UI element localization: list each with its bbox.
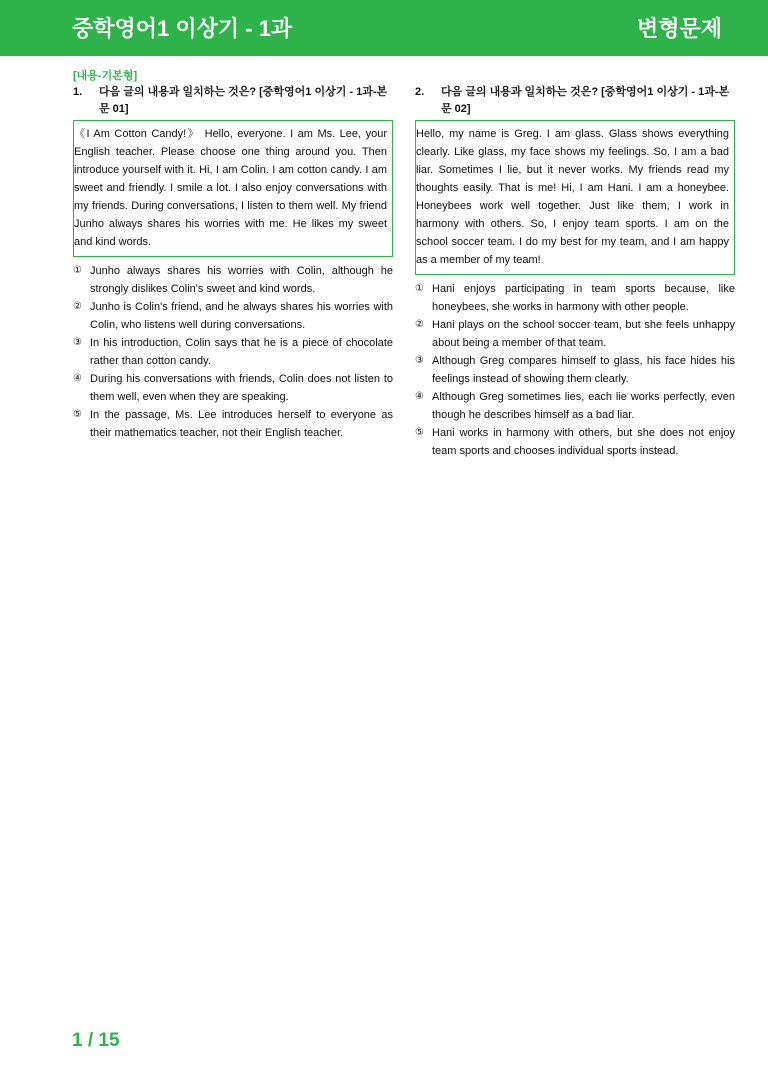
choice-1-3[interactable] <box>73 334 393 370</box>
question-1-choices <box>73 262 393 442</box>
choice-1-5[interactable] <box>73 406 393 442</box>
choice-marker: ② <box>73 301 82 312</box>
choice-text: In his introduction, Colin says that he is a piece of chocolate rather than cotton candy. <box>90 337 393 367</box>
choice-1-4[interactable] <box>73 370 393 406</box>
choice-2-3[interactable] <box>415 352 735 388</box>
choice-2-4[interactable] <box>415 388 735 424</box>
choice-2-1[interactable] <box>415 280 735 316</box>
question-2-number: 2. <box>415 86 425 98</box>
question-1-number: 1. <box>73 86 83 98</box>
choice-marker: ④ <box>415 391 424 402</box>
choice-text: Hani enjoys participating in team sports because, like honeybees, she works in harmony with other people. <box>432 283 735 313</box>
header-bar <box>0 0 768 56</box>
question-1-passage-box <box>73 120 393 257</box>
choice-marker: ③ <box>415 355 424 366</box>
choice-text: Junho always shares his worries with Colin, although he strongly dislikes Colin's sweet and kind words. <box>90 265 393 295</box>
choice-marker: ① <box>73 265 82 276</box>
question-2-passage-box <box>415 120 735 275</box>
section-tag: [내용-기본형] <box>73 70 138 82</box>
document-type-label: 변형문제 <box>636 16 722 41</box>
choice-marker: ⑤ <box>415 427 424 438</box>
question-2-prompt: 다음 글의 내용과 일치하는 것은? [중학영어1 이상기 - 1과-본문 02] <box>441 86 730 115</box>
question-2-passage: Hello, my name is Greg. I am glass. Glass shows everything clearly. Like glass, my face shows my feelings. So, I am a bad liar. Sometimes I lie, but it never works. My friends read my thoughts easily. That is me! Hi, I am Hani. I am a honeybee. Honeybees work well together. Just like them, I work in harmony with others. So, I enjoy team sports. I am on the school soccer team. I do my best for my team, and I am happy as a member of my team! <box>416 128 729 266</box>
choice-marker: ⑤ <box>73 409 82 420</box>
page-number: 1 / 15 <box>72 1030 120 1051</box>
question-1-prompt: 다음 글의 내용과 일치하는 것은? [중학영어1 이상기 - 1과-본문 01] <box>99 86 388 115</box>
question-2-choices <box>415 280 735 460</box>
choice-text: Hani plays on the school soccer team, but she feels unhappy about being a member of that team. <box>432 319 735 349</box>
choice-marker: ④ <box>73 373 82 384</box>
choice-1-2[interactable] <box>73 298 393 334</box>
choice-marker: ② <box>415 319 424 330</box>
choice-2-2[interactable] <box>415 316 735 352</box>
document-title: 중학영어1 이상기 - 1과 <box>72 16 293 41</box>
question-1-passage: 《I Am Cotton Candy!》 Hello, everyone. I am Ms. Lee, your English teacher. Please choose one thing around you. Then introduce yourself with it. Hi, I am Colin. I am cotton candy. I am sweet and friendly. I smile a lot. I also enjoy conversations with my friends. During conversations, I listen to them well. My friend Junho always shares his worries with me. He likes my sweet and kind words. <box>74 128 387 248</box>
question-2-header <box>415 84 735 118</box>
question-1 <box>73 84 393 442</box>
question-1-header <box>73 84 393 118</box>
choice-text: Hani works in harmony with others, but she does not enjoy team sports and chooses individual sports instead. <box>432 427 735 457</box>
choice-text: In the passage, Ms. Lee introduces herself to everyone as their mathematics teacher, not their English teacher. <box>90 409 393 439</box>
choice-marker: ① <box>415 283 424 294</box>
choice-marker: ③ <box>73 337 82 348</box>
choice-text: Although Greg sometimes lies, each lie works perfectly, even though he describes himself as a bad liar. <box>432 391 735 421</box>
choice-text: Junho is Colin's friend, and he always shares his worries with Colin, who listens well during conversations. <box>90 301 393 331</box>
choice-text: During his conversations with friends, Colin does not listen to them well, even when they are speaking. <box>90 373 393 403</box>
question-2 <box>415 84 735 460</box>
choice-text: Although Greg compares himself to glass, his face hides his feelings instead of showing them clearly. <box>432 355 735 385</box>
choice-1-1[interactable] <box>73 262 393 298</box>
choice-2-5[interactable] <box>415 424 735 460</box>
